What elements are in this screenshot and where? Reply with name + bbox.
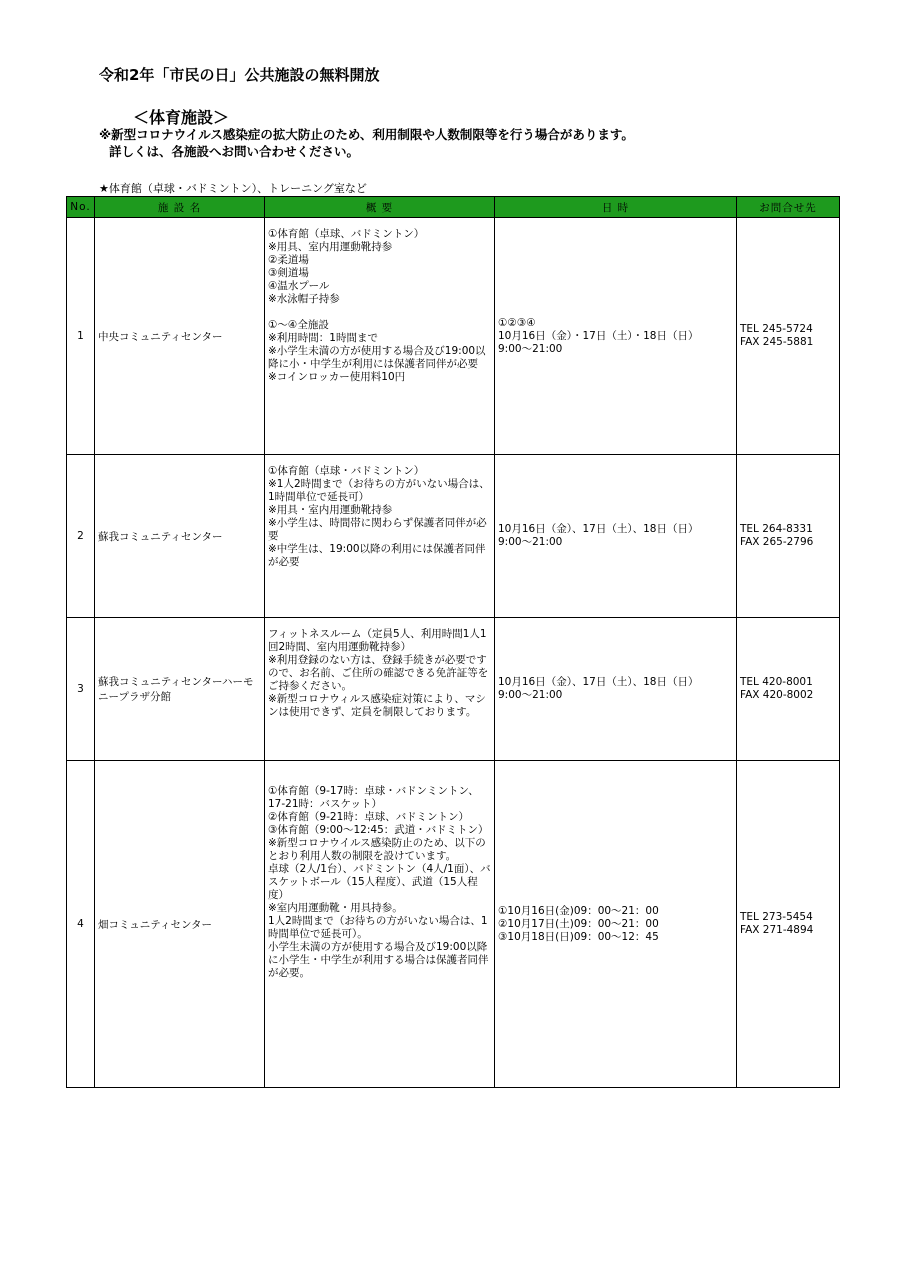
notice-line-1: ※新型コロナウイルス感染症の拡大防止のため、利用制限や人数制限等を行う場合があります。 xyxy=(99,127,634,142)
header-no: No. xyxy=(67,197,95,218)
facility-overview: ①体育館（卓球、バドミントン） ※用具、室内用運動靴持参 ②柔道場 ③剣道場 ④温水プール ※水泳帽子持参 ①～④全施設 ※利用時間：1時間まで ※小学生未満の方が使用する場合及び19:00以降に小・中学生が利用には保護者同伴が必要 ※コインロッカー使用料10円 xyxy=(265,218,495,455)
category-label: ★体育館（卓球・バドミントン）、トレーニング室など xyxy=(99,182,367,195)
facility-name: 畑コミュニティセンター xyxy=(95,761,265,1088)
facility-name: 蘇我コミュニティセンターハーモニープラザ分館 xyxy=(95,618,265,761)
section-heading: ＜体育施設＞ xyxy=(133,108,230,127)
header-overview: 概 要 xyxy=(265,197,495,218)
facility-datetime: 10月16日（金）、17日（土）、18日（日） 9:00～21:00 xyxy=(495,618,737,761)
page-title: 令和2年「市民の日」公共施設の無料開放 xyxy=(99,66,380,84)
notice-line-2: 詳しくは、各施設へお問い合わせください。 xyxy=(109,144,360,159)
table-header-row xyxy=(67,197,840,218)
facility-datetime: 10月16日（金）、17日（土）、18日（日） 9:00～21:00 xyxy=(495,455,737,618)
row-no: 2 xyxy=(67,455,95,618)
header-facility-name: 施 設 名 xyxy=(95,197,265,218)
facility-overview: フィットネスルーム（定員5人、利用時間1人1回2時間、室内用運動靴持参） ※利用登録のない方は、登録手続きが必要ですので、お名前、ご住所の確認できる免許証等をご持参ください。 ※新型コロナウィルス感染症対策により、マシンは使用できず、定員を制限しております。 xyxy=(265,618,495,761)
facility-overview: ①体育館（卓球・バドミントン） ※1人2時間まで（お待ちの方がいない場合は、1時間単位で延長可） ※用具・室内用運動靴持参 ※小学生は、時間帯に関わらず保護者同伴が必要 ※中学生は、19:00以降の利用には保護者同伴が必要 xyxy=(265,455,495,618)
notice xyxy=(99,126,634,160)
table-row xyxy=(67,455,840,618)
table-row xyxy=(67,618,840,761)
row-no: 4 xyxy=(67,761,95,1088)
table-row xyxy=(67,761,840,1088)
facility-datetime: ①10月16日(金)09：00～21：00 ②10月17日(土)09：00～21：00 ③10月18日(日)09：00～12：45 xyxy=(495,761,737,1088)
facility-datetime: ①②③④ 10月16日（金）・17日（土）・18日（日） 9:00～21:00 xyxy=(495,218,737,455)
facility-name: 蘇我コミュニティセンター xyxy=(95,455,265,618)
header-datetime: 日 時 xyxy=(495,197,737,218)
row-no: 1 xyxy=(67,218,95,455)
facility-contact: TEL 420-8001 FAX 420-8002 xyxy=(737,618,840,761)
facilities-table xyxy=(66,196,840,1088)
facility-name: 中央コミュニティセンター xyxy=(95,218,265,455)
header-contact: お問合せ先 xyxy=(737,197,840,218)
facility-contact: TEL 264-8331 FAX 265-2796 xyxy=(737,455,840,618)
facility-overview: ①体育館（9-17時：卓球・バドンミントン、17-21時：バスケット） ②体育館（9-21時：卓球、バドミントン） ③体育館（9:00～12:45：武道・バドミトン） ※新型コロナウイルス感染防止のため、以下のとおり利用人数の制限を設けています。 卓球（2人/1台）、バドミントン（4人/1面）、バスケットボール（15人程度）、武道（15人程度） ※室内用運動靴・用具持参。 1人2時間まで（お待ちの方がいない場合は、1時間単位で延長可）。 小学生未満の方が使用する場合及び19:00以降に小学生・中学生が利用する場合は保護者同伴が必要。 xyxy=(265,761,495,1088)
facility-contact: TEL 245-5724 FAX 245-5881 xyxy=(737,218,840,455)
row-no: 3 xyxy=(67,618,95,761)
table-row xyxy=(67,218,840,455)
facility-contact: TEL 273-5454 FAX 271-4894 xyxy=(737,761,840,1088)
